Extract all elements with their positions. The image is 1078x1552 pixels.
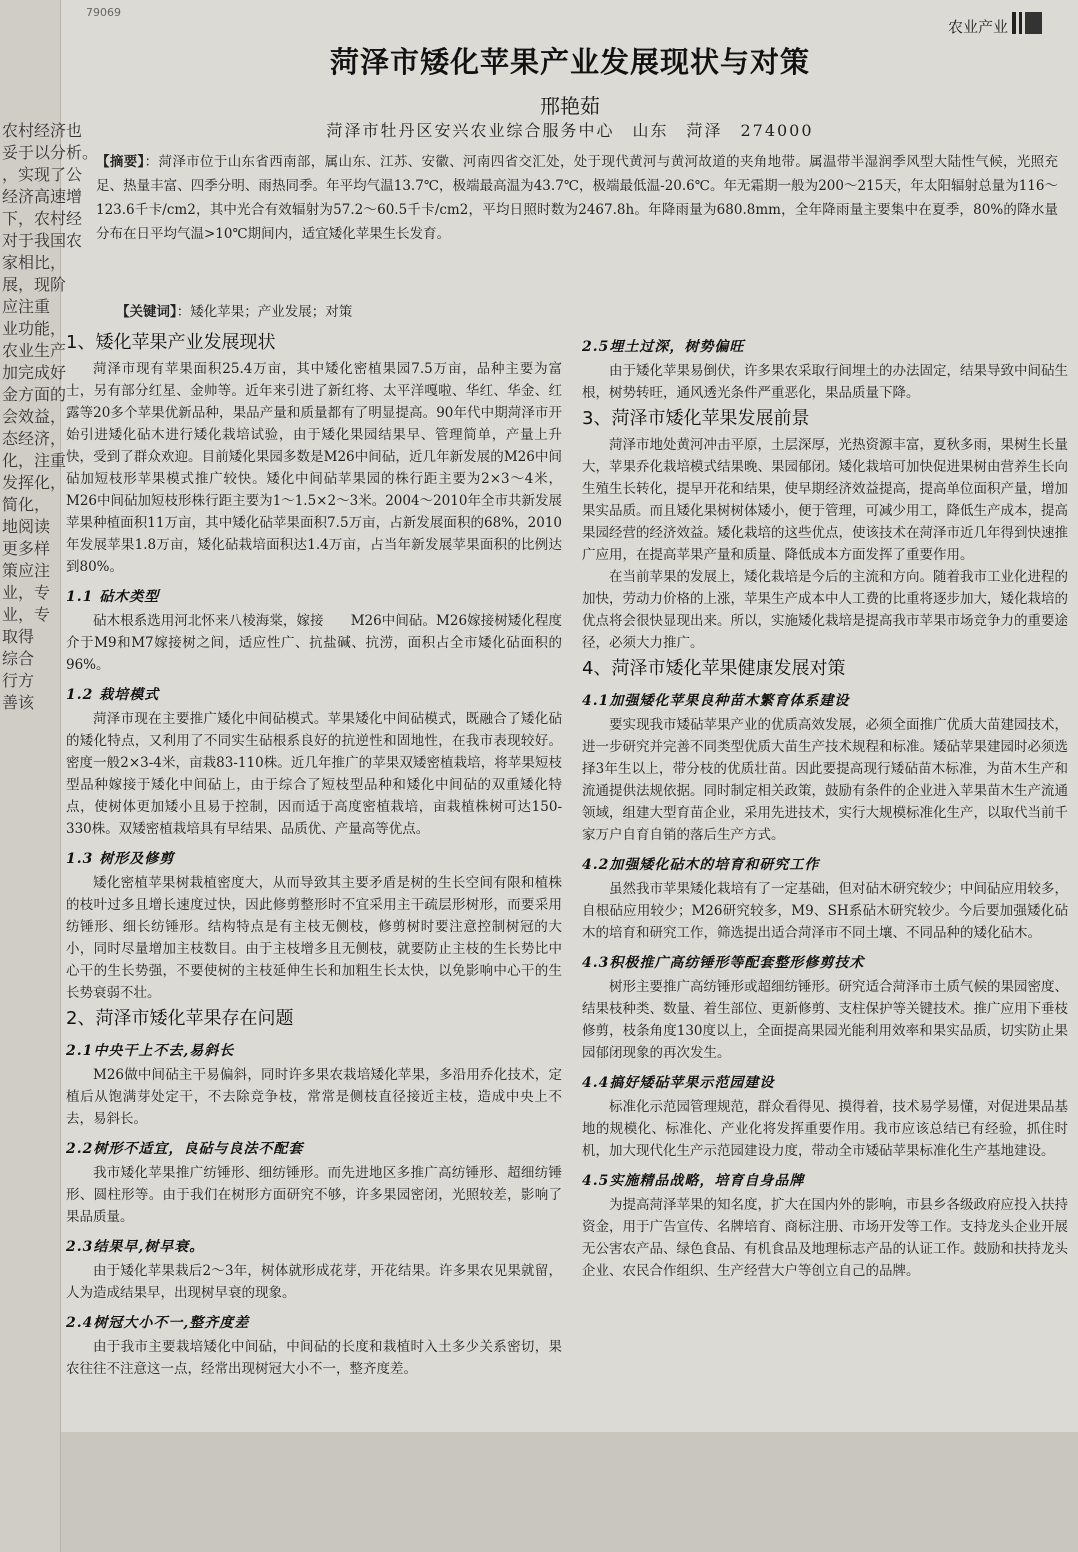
adjacent-page-text: 农业生产 [2,341,67,360]
subsection-heading: 1.3 树形及修剪 [66,851,175,867]
section-heading: 3、菏泽市矮化苹果发展前景 [582,408,810,429]
section-heading: 4、菏泽市矮化苹果健康发展对策 [582,658,846,679]
adjacent-page-text: 应注重 [2,297,51,316]
subsection-heading: 2.5埋土过深，树势偏旺 [582,339,745,355]
subsection-heading: 4.5实施精品战略，培育自身品牌 [582,1173,805,1189]
abstract [96,150,1058,246]
adjacent-page-text: 业，专 [2,583,51,602]
adjacent-page-text: 善该 [2,693,35,712]
paragraph: 由于矮化苹果栽后2～3年，树体就形成花芽，开花结果。许多果农见果就留，人为造成结果早，出现树早衰的现象。 [66,1263,562,1301]
adjacent-page-text: 策应注 [2,561,51,580]
paragraph: M26做中间砧主干易偏斜，同时许多果农栽培矮化苹果，多沿用乔化技术，定植后从饱满芽处定干，不去除竞争枝，常常是侧枝直径接近主枝，造成中央上不去，易斜长。 [66,1067,562,1127]
paragraph: 菏泽市现有苹果面积25.4万亩，其中矮化密植果园7.5万亩，品种主要为富士，另有部分红星、金帅等。近年来引进了新红将、太平洋嘎啦、华红、华金、红露等20多个苹果优新品种，果品产量和质量都有了明显提高。90年代中期菏泽市开始引进矮化砧木进行矮化栽培试验，由于矮化果园结果早、管理简单，产量上升快，受到了群众欢迎。目前矮化果园多数是M26中间砧，近几年新发展的M26中间砧加短枝形苹果模式推广较快。矮化中间砧苹果园的株行距主要为2×3～4米，M26中间砧加短枝形株行距主要为1～1.5×2～3米。2004～2010年全市共新发展苹果种植面积11万亩，其中矮化砧苹果面积7.5万亩，占新发展面积的68%，2010年发展苹果1.8万亩，矮化砧栽培面积达1.4万亩，占当年新发展苹果面积的比例达到80%。 [66,361,562,575]
adjacent-page-text: 更多样 [2,539,51,558]
paragraph: 由于我市主要栽培矮化中间砧，中间砧的长度和栽植时入土多少关系密切，果农往往不注意这一点，经常出现树冠大小不一，整齐度差。 [66,1339,562,1377]
article-title: 菏泽市矮化苹果产业发展现状与对策 [329,45,810,79]
subsection-heading: 2.4树冠大小不一,整齐度差 [66,1315,250,1331]
adjacent-page-text: 业功能， [2,319,67,338]
paragraph: 菏泽市地处黄河冲击平原，土层深厚，光热资源丰富，夏秋多雨，果树生长量大，苹果乔化栽培模式结果晚、果园郁闭。矮化栽培可加快促进果树由营养生长向生殖生长转化，提早开花和结果，使早期经济效益提高，提高单位面积产量，增加果实品质。而且矮化果树树体矮小，便于管理，可减少用工，降低生产成本，提高果园经营的经济效益。矮化栽培的这些优点，使该技术在菏泽市近几年得到快速推广应用，在提高苹果产量和质量、降低成本方面发挥了重要作用。 [582,437,1068,563]
abstract-label: 【摘要】 [96,154,145,170]
adjacent-page-text: 妥于以分析。 [2,143,99,162]
left-column [66,328,562,1380]
article-author: 邢艳茹 [540,94,600,118]
paragraph: 我市矮化苹果推广纺锤形、细纺锤形。而先进地区多推广高纺锤形、超细纺锤形、圆柱形等。由于我们在树形方面研究不够，许多果园密闭，光照较差，影响了果品质量。 [66,1165,562,1225]
adjacent-page-text: 发挥化， [2,473,67,492]
paragraph: 由于矮化苹果易倒伏，许多果农采取行间埋土的办法固定，结果导致中间砧生根，树势转旺，通风透光条件严重恶化，果品质量下降。 [582,363,1068,401]
subsection-heading: 2.2树形不适宜，良砧与良法不配套 [66,1141,304,1157]
abstract-text: ：菏泽市位于山东省西南部，属山东、江苏、安徽、河南四省交汇处，处于现代黄河与黄河故道的夹角地带。属温带半湿润季风型大陆性气候，光照充足、热量丰富、四季分明、雨热同季。年平均气温13.7℃，极端最高温为43.7℃，极端最低温-20.6℃。年无霜期一般为200～215天，年太阳辐射总量为116～123.6千卡/cm2，其中光合有效辐射为57.2～60.5千卡/cm2，平均日照时数为2467.8h。年降雨量为680.8mm，全年降雨量主要集中在夏季，80%的降水量分布在日平均气温>10℃期间内，适宜矮化苹果生长发育。 [96,154,1059,242]
adjacent-page-text: 金方面的 [2,385,67,404]
section-heading: 2、菏泽市矮化苹果存在问题 [66,1008,294,1029]
paragraph: 矮化密植苹果树栽植密度大，从而导致其主要矛盾是树的生长空间有限和植株的枝叶过多且增长速度过快，因此修剪整形时不宜采用主干疏层形树形，而要采用纺锤形、细长纺锤形。结构特点是有主枝无侧枝，修剪树时要注意控制树冠的大小，同时尽量增加主枝数目。由于主枝增多且无侧枝，就要防止主枝的生长势比中心干的生长势强，不要使树的主枝延伸生长和加粗生长太快，以免影响中心干的生长势衰弱不壮。 [66,875,562,1001]
paragraph: 要实现我市矮砧苹果产业的优质高效发展，必须全面推广优质大苗建园技术，进一步研究并完善不同类型优质大苗生产技术规程和标准。矮砧苹果建园时必须选择3年生以上，带分枝的优质壮苗。因此要提高现行矮砧苗木标准，为苗木生产和流通提供法规依据。同时制定相关政策，鼓励有条件的企业进入苹果苗木生产流通领域，组建大型育苗企业，采用先进技术，实行大规模标准化生产，以取代当前千家万户自育自销的落后生产方式。 [582,717,1068,843]
adjacent-page-text: 会效益， [2,407,67,426]
subsection-heading: 4.3积极推广高纺锤形等配套整形修剪技术 [582,955,865,971]
subsection-heading: 4.1加强矮化苹果良种苗木繁育体系建设 [582,693,850,709]
adjacent-page-text: 业，专 [2,605,51,624]
paragraph: 树形主要推广高纺锤形或超细纺锤形。研究适合菏泽市土质气候的果园密度、结果枝种类、数量、着生部位、更新修剪、支柱保护等关键技术。推广应用下垂枝修剪，枝条角度130度以上，全面提高果园光能利用效率和果实品质，切实防止果园郁闭现象的再次发生。 [582,979,1068,1061]
adjacent-page-text: 经济高速增 [2,187,83,206]
adjacent-page-text: 行方 [2,671,35,690]
adjacent-page-text: 地阅读 [2,517,51,536]
paragraph: 菏泽市现在主要推广矮化中间砧模式。苹果矮化中间砧模式，既融合了矮化砧的矮化特点，又利用了不同实生砧根系良好的抗逆性和固地性，在我市表现较好。密度一般2×3-4米，亩栽83-110株。近几年推广的苹果双矮密植栽培，将苹果短枝型品种嫁接于矮化中间砧上，由于综合了短枝型品种和矮化中间砧的双重矮化特点，使树体更加矮小且易于控制，因而适于高度密植栽培，亩栽植株树可达150-330株。双矮密植栽培具有早结果、品质优、产量高等优点。 [66,711,562,837]
paragraph: 在当前苹果的发展上，矮化栽培是今后的主流和方向。随着我市工业化进程的加快，劳动力价格的上涨，苹果生产成本中人工费的比重将逐步加大，矮化栽培的优点将会很快显现出来。所以，实施矮化栽培是提高我市苹果市场竞争力的重要途径，必须大力推广。 [582,569,1068,651]
article-affiliation: 菏泽市牡丹区安兴农业综合服务中心 山东 菏泽 274000 [326,121,814,140]
section-tag: 农业产业 [947,18,1008,36]
keywords-text: ：矮化苹果；产业发展；对策 [176,304,353,320]
paragraph: 虽然我市苹果矮化栽培有了一定基础，但对砧木研究较少；中间砧应用较多，自根砧应用较少；M26研究较多，M9、SH系砧木研究较少。今后要加强矮化砧木的培育和研究工作，筛选提出适合菏泽市不同土壤、不同品种的矮化砧木。 [582,881,1068,941]
subsection-heading: 4.4搞好矮砧苹果示范园建设 [582,1075,775,1091]
adjacent-page-text: 展，现阶 [2,275,67,294]
paragraph: 为提高菏泽苹果的知名度，扩大在国内外的影响，市县乡各级政府应投入扶持资金，用于广告宣传、名牌培育、商标注册、市场开发等工作。支持龙头企业开展无公害农产品、绿色食品、有机食品及地理标志产品的认证工作。鼓励和扶持龙头企业、农民合作组织、生产经营大户等创立自己的品牌。 [582,1197,1068,1279]
adjacent-page-text: 态经济， [2,429,67,448]
paragraph: 砧木根系选用河北怀来八棱海棠，嫁接 M26中间砧。M26嫁接树矮化程度介于M9和M7嫁接树之间，适应性广、抗盐碱、抗涝，面积占全市矮化砧面积的96%。 [66,613,562,673]
adjacent-page-text: 简化， [2,495,51,514]
page-number-fragment: 79069 [86,6,121,19]
adjacent-page-text: 家相比， [2,253,67,272]
adjacent-page-fragment [0,0,99,1552]
subsection-heading: 4.2加强矮化砧木的培育和研究工作 [582,857,820,873]
keywords [116,300,352,320]
adjacent-page-text: ，实现了公 [2,165,83,184]
adjacent-page-text: 综合 [2,649,35,668]
subsection-heading: 1.2 栽培模式 [66,687,160,703]
right-column [582,328,1068,1282]
section-tag-bars [1012,12,1064,34]
keywords-label: 【关键词】 [116,304,177,320]
subsection-heading: 2.1中央干上不去,易斜长 [66,1043,235,1059]
paragraph: 标准化示范园管理规范，群众看得见、摸得着，技术易学易懂，对促进果品基地的规模化、标准化、产业化将发挥重要作用。我市应该总结已有经验，抓住时机，加大现代化生产示范园建设力度，带动全市矮砧苹果标准化生产基地建设。 [582,1099,1068,1159]
adjacent-page-text: 加完成好 [2,363,67,382]
section-heading: 1、矮化苹果产业发展现状 [66,332,276,353]
adjacent-page-text: 化，注重 [2,451,67,470]
adjacent-page-text: 对于我国农 [2,231,83,250]
subsection-heading: 1.1 砧木类型 [66,589,160,605]
subsection-heading: 2.3结果早,树早衰。 [66,1239,205,1255]
adjacent-page-text: 取得 [2,627,35,646]
adjacent-page-text: 下，农村经 [2,209,83,228]
adjacent-page-text: 农村经济也 [2,121,83,140]
